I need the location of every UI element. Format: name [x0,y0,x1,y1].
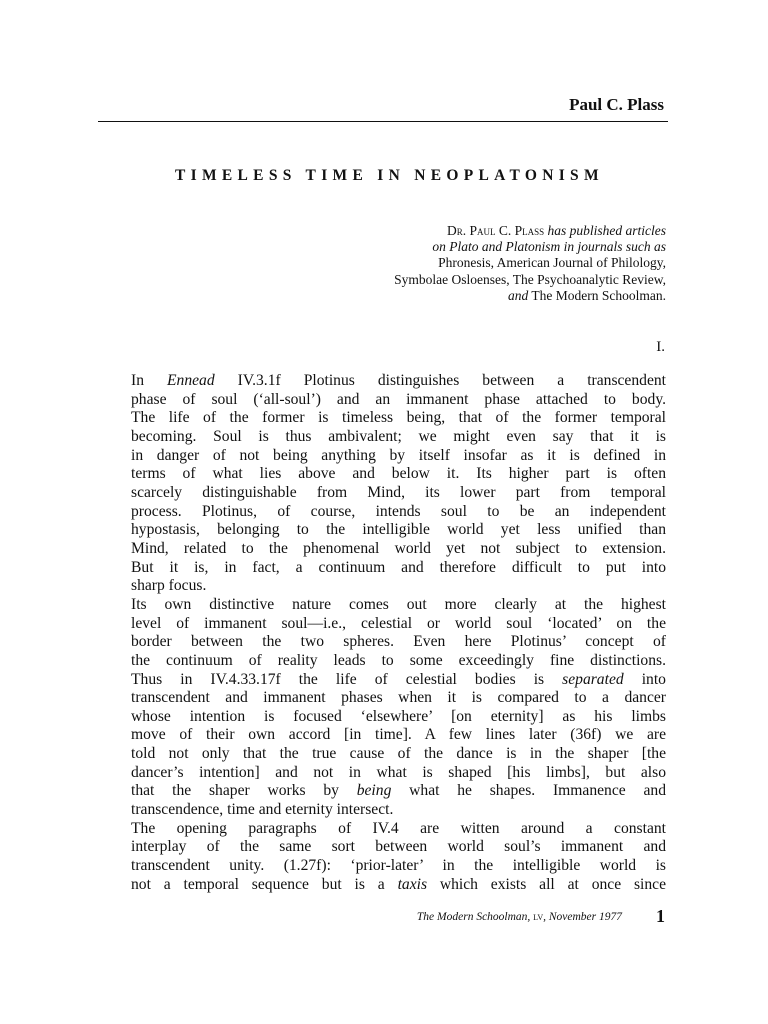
body-line: level of immanent soul—i.e., celestial or world soul ‘located’ on the [131,614,666,632]
body-line: hypostasis, belonging to the intelligible world yet less unified than [131,521,666,539]
body-line: move of their own accord [in time]. A few lines later (36f) we are [131,726,666,744]
header-rule [98,121,668,122]
bio-line-4: Symbolae Osloenses, The Psychoanalytic Review, [394,271,666,287]
bio-line-1: Dr. Paul C. Plass has published articles [446,223,666,238]
article-title: TIMELESS TIME IN NEOPLATONISM [175,167,604,184]
body-line: transcendence, time and eternity intersect. [131,801,394,819]
body-paragraph [99,820,666,895]
body-line: terms of what lies above and below it. Its higher part is often [131,465,666,483]
body-line: the continuum of reality leads to some exceedingly fine distinctions. [131,651,666,669]
bio-line-2: on Plato and Platonism in journals such as [432,239,666,255]
body-line: sharp focus. [131,577,207,595]
body-line: process. Plotinus, of course, intends soul to be an independent [131,502,666,520]
body-line: scarcely distinguishable from Mind, its lower part from temporal [131,483,666,501]
body-line: interplay of the same sort between world soul’s immanent and [131,838,666,856]
bio-author-name: Dr. Paul C. Plass [446,223,545,238]
body-line: phase of soul (‘all-soul’) and an immanent phase attached to body. [131,390,666,408]
body-paragraph [99,596,666,820]
body-line: The life of the former is timeless being, that of the former temporal [131,409,666,427]
body-line: whose intention is focused ‘elsewhere’ [on eternity] as his limbs [131,707,666,725]
footer-volume: lv [533,911,544,923]
body-line: in danger of not being anything by itself insofar as it is defined in [131,446,666,464]
body-line: transcendent unity. (1.27f): ‘prior-later’ in the intelligible world is [131,857,666,875]
footer-citation: The Modern Schoolman, lv, November 1977 [416,911,622,923]
body-line: not a temporal sequence but is a taxis which exists all at once since [131,875,667,893]
body-line: becoming. Soul is thus ambivalent; we might even say that it is [131,427,666,445]
body-line: told not only that the true cause of the dance is in the shaper [the [131,745,666,763]
section-numeral: I. [656,339,665,355]
body-line: dancer’s intention] and not in what is shaped [his limbs], but also [131,763,666,781]
body-line: that the shaper works by being what he shapes. Immanence and [131,782,666,800]
author-bio [246,223,666,304]
body-line: transcendent and immanent phases when it is compared to a dancer [131,689,666,707]
body-line: Mind, related to the phenomenal world yet not subject to extension. [131,539,666,557]
body-line: border between the two spheres. Even here Plotinus’ concept of [131,633,666,651]
article-body [99,372,666,894]
bio-line-5: and The Modern Schoolman. [508,287,666,303]
running-head-author: Paul C. Plass [569,95,664,114]
body-line: The opening paragraphs of IV.4 are witten around a constant [131,819,666,837]
body-line: But it is, in fact, a continuum and therefore difficult to put into [131,558,666,576]
body-line: Its own distinctive nature comes out more clearly at the highest [131,595,666,613]
body-line: Thus in IV.4.33.17f the life of celestial bodies is separated into [131,670,666,688]
page-number: 1 [656,906,665,926]
body-line: In Ennead IV.3.1f Plotinus distinguishes between a transcendent [131,372,666,389]
bio-line-3: Phronesis, American Journal of Philology, [438,255,666,271]
body-paragraph [99,372,666,596]
